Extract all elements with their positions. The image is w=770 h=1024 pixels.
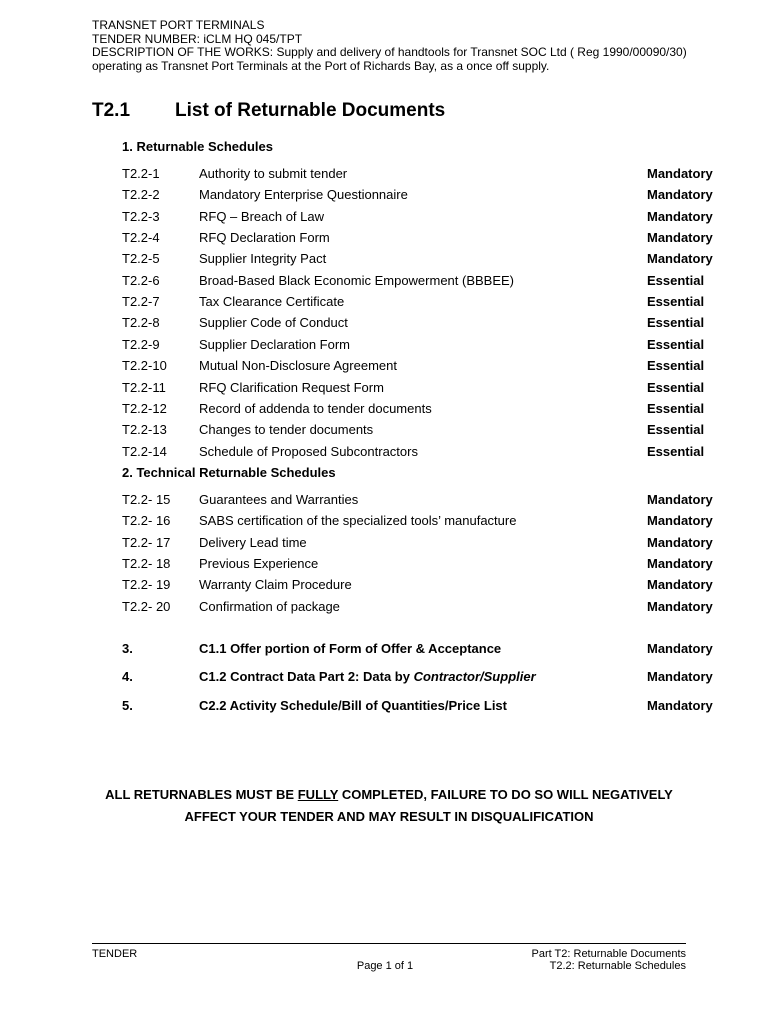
row-status: Mandatory bbox=[647, 669, 713, 685]
row-description-italic: Contractor/Supplier bbox=[413, 669, 536, 685]
footer-divider bbox=[92, 943, 686, 944]
row-description bbox=[199, 698, 507, 713]
row-description-text: C2.2 Activity Schedule/Bill of Quantities/Price List bbox=[199, 697, 507, 713]
row-description bbox=[199, 492, 358, 507]
row-code: T2.2- 15 bbox=[122, 492, 171, 507]
row-status: Essential bbox=[647, 443, 705, 459]
table-row bbox=[122, 166, 714, 184]
row-description-text: Supplier Integrity Pact bbox=[199, 251, 327, 267]
title-text: List of Returnable Documents bbox=[175, 100, 446, 121]
table-row bbox=[122, 337, 714, 355]
row-code: T2.2-2 bbox=[122, 187, 160, 203]
row-description bbox=[199, 401, 432, 416]
row-description bbox=[199, 187, 408, 202]
row-description bbox=[199, 422, 373, 437]
row-description-text: C1.1 Offer portion of Form of Offer & Acceptance bbox=[199, 641, 502, 656]
page-title bbox=[92, 100, 445, 122]
table-row bbox=[122, 535, 714, 553]
row-description-text: Record of addenda to tender documents bbox=[199, 400, 432, 416]
row-description bbox=[199, 599, 340, 614]
table-row bbox=[122, 315, 714, 333]
row-description-text: Delivery Lead time bbox=[199, 534, 307, 550]
row-description bbox=[199, 669, 536, 684]
row-status: Mandatory bbox=[647, 556, 713, 572]
row-description bbox=[199, 444, 418, 459]
row-description-text: Mutual Non-Disclosure Agreement bbox=[199, 358, 397, 374]
row-code: T2.2-10 bbox=[122, 358, 167, 374]
row-description bbox=[199, 166, 347, 181]
row-description bbox=[199, 535, 307, 550]
table-row bbox=[122, 209, 714, 227]
row-description bbox=[199, 251, 326, 266]
row-description bbox=[199, 577, 352, 592]
table-row bbox=[122, 492, 714, 510]
table-row bbox=[122, 422, 714, 440]
row-description-text: RFQ Declaration Form bbox=[199, 230, 330, 246]
row-status: Mandatory bbox=[647, 251, 713, 267]
row-status: Essential bbox=[647, 422, 705, 438]
table-row bbox=[122, 380, 714, 398]
row-description-text: Confirmation of package bbox=[199, 598, 340, 614]
warning-underlined: FULLY bbox=[297, 787, 339, 802]
row-status: Mandatory bbox=[647, 166, 713, 181]
row-status: Essential bbox=[647, 294, 705, 310]
row-status: Mandatory bbox=[647, 492, 713, 507]
row-code: T2.2- 17 bbox=[122, 534, 171, 550]
table-row bbox=[122, 641, 714, 659]
row-description-text: SABS certification of the specialized tools’ manufacture bbox=[199, 513, 517, 529]
row-description bbox=[199, 337, 350, 352]
row-status: Essential bbox=[647, 400, 705, 416]
row-description bbox=[199, 230, 330, 245]
table-row bbox=[122, 251, 714, 269]
warning-text-2: COMPLETED, FAILURE TO DO SO WILL NEGATIVELY bbox=[338, 787, 673, 802]
row-status: Mandatory bbox=[647, 577, 713, 593]
row-status: Essential bbox=[647, 315, 705, 331]
row-status: Mandatory bbox=[647, 534, 713, 550]
row-status: Mandatory bbox=[647, 187, 713, 203]
row-code: T2.2-12 bbox=[122, 400, 167, 416]
row-status: Essential bbox=[647, 379, 705, 395]
row-code: 5. bbox=[122, 697, 133, 713]
table-row bbox=[122, 187, 714, 205]
row-description bbox=[199, 294, 344, 309]
row-description bbox=[199, 273, 514, 288]
row-code: T2.2-7 bbox=[122, 294, 160, 310]
row-code: T2.2-14 bbox=[122, 443, 167, 459]
table-row bbox=[122, 669, 714, 687]
row-code: T2.2-9 bbox=[122, 336, 160, 352]
row-description bbox=[199, 315, 348, 330]
table-row bbox=[122, 294, 714, 312]
row-description bbox=[199, 556, 318, 571]
table-row bbox=[122, 230, 714, 248]
table-row bbox=[122, 698, 714, 716]
row-description-text: Warranty Claim Procedure bbox=[199, 577, 352, 593]
row-description bbox=[199, 380, 384, 395]
row-description-text: Mandatory Enterprise Questionnaire bbox=[199, 187, 408, 203]
row-description bbox=[199, 358, 397, 373]
row-description-text: RFQ – Breach of Law bbox=[199, 208, 324, 224]
header-description: DESCRIPTION OF THE WORKS: Supply and delivery of handtools for Transnet SOC Ltd ( Reg 1990/00090/30) bbox=[92, 45, 687, 59]
table-row bbox=[122, 513, 714, 531]
row-description-text: RFQ Clarification Request Form bbox=[199, 379, 384, 395]
section-heading-returnable-schedules: 1. Returnable Schedules bbox=[122, 139, 273, 154]
table-row bbox=[122, 401, 714, 419]
row-code: T2.2-4 bbox=[122, 230, 160, 246]
header-tender-number: TENDER NUMBER: iCLM HQ 045/TPT bbox=[92, 31, 303, 46]
row-code: 3. bbox=[122, 641, 133, 656]
row-code: T2.2-1 bbox=[122, 166, 160, 181]
warning-text-3: AFFECT YOUR TENDER AND MAY RESULT IN DISQUALIFICATION bbox=[184, 809, 594, 824]
row-description-text: Broad-Based Black Economic Empowerment (BBBEE) bbox=[199, 272, 515, 288]
title-number: T2.1 bbox=[92, 100, 131, 121]
warning-notice bbox=[0, 784, 770, 828]
row-description-text: Tax Clearance Certificate bbox=[199, 294, 345, 310]
row-description-text: Schedule of Proposed Subcontractors bbox=[199, 443, 418, 459]
row-status: Mandatory bbox=[647, 230, 713, 246]
document-header bbox=[92, 19, 687, 73]
row-code: T2.2- 19 bbox=[122, 577, 171, 593]
row-description-text: Guarantees and Warranties bbox=[199, 492, 359, 507]
header-description-cont: operating as Transnet Port Terminals at the Port of Richards Bay, as a once off supply. bbox=[92, 58, 550, 73]
row-code: T2.2-6 bbox=[122, 272, 160, 288]
header-company: TRANSNET PORT TERMINALS bbox=[92, 18, 265, 32]
table-row bbox=[122, 273, 714, 291]
row-status: Essential bbox=[647, 358, 705, 374]
row-code: T2.2-3 bbox=[122, 208, 160, 224]
row-description-text: Supplier Code of Conduct bbox=[199, 315, 348, 331]
footer-right bbox=[532, 948, 686, 972]
row-status: Mandatory bbox=[647, 513, 713, 529]
table-row bbox=[122, 358, 714, 376]
table-row bbox=[122, 556, 714, 574]
footer-page-number: Page 1 of 1 bbox=[356, 960, 414, 972]
section-heading-technical-schedules: 2. Technical Returnable Schedules bbox=[122, 465, 336, 480]
row-description-text: Changes to tender documents bbox=[199, 422, 374, 438]
row-description-text: Supplier Declaration Form bbox=[199, 336, 351, 352]
row-code: T2.2- 18 bbox=[122, 556, 171, 572]
row-status: Mandatory bbox=[647, 208, 713, 224]
row-description-text: Authority to submit tender bbox=[199, 166, 348, 181]
row-description-text: Previous Experience bbox=[199, 556, 319, 572]
row-description bbox=[199, 641, 501, 656]
row-status: Essential bbox=[647, 272, 705, 288]
row-code: T2.2-5 bbox=[122, 251, 160, 267]
row-code: T2.2-8 bbox=[122, 315, 160, 331]
footer-left: TENDER bbox=[92, 948, 138, 960]
table-row bbox=[122, 599, 714, 617]
row-description bbox=[199, 513, 516, 528]
row-code: T2.2- 16 bbox=[122, 513, 171, 529]
row-description-text: C1.2 Contract Data Part 2: Data by bbox=[199, 669, 414, 685]
table-row bbox=[122, 577, 714, 595]
row-code: T2.2- 20 bbox=[122, 598, 171, 614]
row-code: T2.2-11 bbox=[122, 379, 166, 395]
row-description bbox=[199, 209, 324, 224]
warning-text-1: ALL RETURNABLES MUST BE bbox=[105, 787, 298, 802]
row-status: Mandatory bbox=[647, 697, 713, 713]
row-status: Mandatory bbox=[647, 641, 713, 656]
row-code: 4. bbox=[122, 669, 133, 685]
row-status: Essential bbox=[647, 336, 705, 352]
row-status: Mandatory bbox=[647, 598, 713, 614]
footer-right-line2: T2.2: Returnable Schedules bbox=[549, 960, 686, 972]
footer-right-line1: Part T2: Returnable Documents bbox=[531, 948, 686, 960]
table-row bbox=[122, 444, 714, 462]
row-code: T2.2-13 bbox=[122, 422, 167, 438]
